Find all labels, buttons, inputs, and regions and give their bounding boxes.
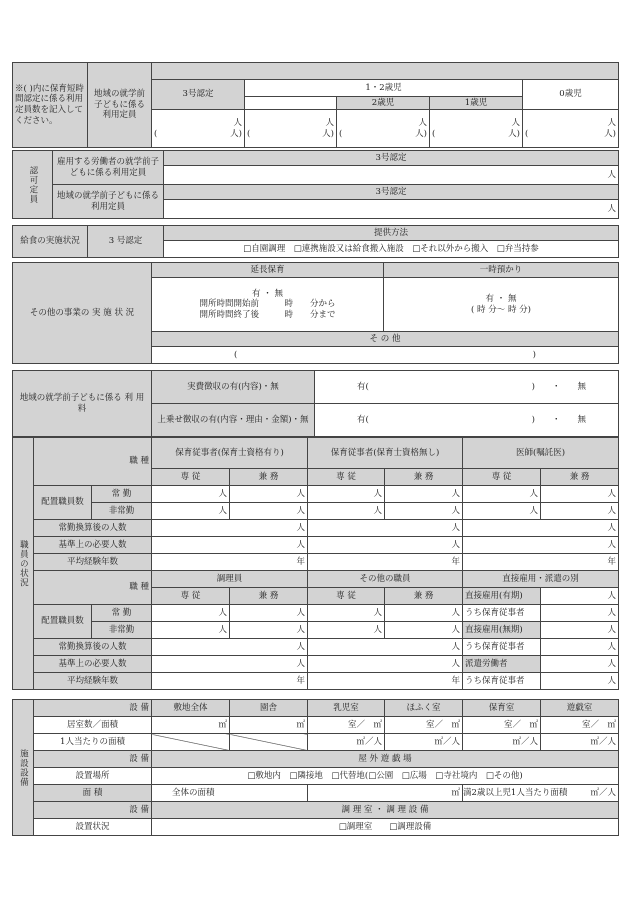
staff-cell[interactable]: 人 [541, 503, 619, 520]
fac-total-value[interactable]: ㎡ [308, 785, 463, 802]
staff-muki: 直接雇用(無期) [463, 622, 541, 639]
staff-uchi: うち保育従事者 [463, 605, 541, 622]
staff-cell[interactable]: 人 [541, 486, 619, 503]
fac-col-site: 敷地全体 [152, 700, 230, 717]
capacity-label: 地域の就学前子どもに係る利用定員 [88, 63, 152, 148]
fac-cell[interactable]: ㎡ [152, 717, 230, 734]
staff-cell[interactable]: 人 [385, 486, 463, 503]
staff-cell[interactable]: 年 [152, 673, 308, 690]
staff-kanzan-2: 常勤換算後の人数 [34, 639, 152, 656]
fac-col-infant: 乳児室 [308, 700, 385, 717]
staff-cell[interactable]: 人 [463, 520, 619, 537]
staff-yuki: 直接雇用(有期) [463, 588, 541, 605]
fac-play-header: 屋 外 遊 戯 場 [152, 751, 619, 768]
facility-label: 施設設備 [13, 700, 34, 836]
staff-cell[interactable]: 人 [230, 622, 308, 639]
fac-diag [152, 734, 230, 751]
staff-keiken-2: 平均経験年数 [34, 673, 152, 690]
staff-jokin-2: 常 勤 [92, 605, 152, 622]
staff-hijokin: 非常勤 [92, 503, 152, 520]
meal-options[interactable]: □自園調理 □連携施設又は給食搬入施設 □それ以外から搬入 □弁当持参 [164, 241, 619, 258]
fac-cell[interactable]: ㎡／人 [541, 734, 619, 751]
staff-senju: 専 従 [152, 469, 230, 486]
staff-cell[interactable]: 人 [308, 503, 385, 520]
fee-table [12, 370, 619, 437]
fee-row1-label: 実費徴収の有(内容)・無 [152, 371, 315, 404]
emp-row2-value[interactable]: 人 [164, 200, 619, 219]
emp-row1-3go: 3号認定 [164, 151, 619, 166]
staff-cell[interactable]: 人 [463, 503, 541, 520]
emp-row2-label: 地域の就学前子どもに係る利用定員 [53, 185, 164, 219]
meal-label: 給食の実施状況 [13, 226, 88, 258]
staff-cell[interactable]: 年 [308, 673, 463, 690]
staff-kenmu: 兼 務 [230, 469, 308, 486]
other-table [12, 262, 619, 364]
staff-cell[interactable]: 人 [230, 605, 308, 622]
meal-method: 提供方法 [164, 226, 619, 241]
staff-jokin: 常 勤 [92, 486, 152, 503]
staff-kijun-2: 基準上の必要人数 [34, 656, 152, 673]
staff-cell[interactable]: 人 [541, 656, 619, 673]
cap-2sai: 2歳児 [337, 97, 430, 110]
emp-row1-label: 雇用する労働者の就学前子どもに係る利用定員 [53, 151, 164, 185]
fac-per2-label: 満2歳以上児1人当たり面積 ㎡／人 [463, 785, 619, 802]
cap-3go-value[interactable]: 人 ( 人) [152, 110, 245, 148]
staff-chokusetsu: 直接雇用・派遣の別 [463, 571, 619, 588]
fac-setsubi-3: 設 備 [34, 802, 152, 819]
staff-haichi-2: 配置職員数 [34, 605, 92, 639]
staff-cell[interactable]: 人 [541, 639, 619, 656]
fac-setsubi-2: 設 備 [34, 751, 152, 768]
capacity-note: ※( )内に保育短時間認定に係る利用定員数を記入してください。 [13, 63, 88, 148]
fac-area: 居室数／面積 [34, 717, 152, 734]
staff-cell[interactable]: 人 [463, 537, 619, 554]
ext-care-cell[interactable]: 有 ・ 無 開所時間開始前 時 分から 開所時間終了後 時 分まで [152, 278, 384, 332]
staff-haken: 派遣労働者 [463, 656, 541, 673]
staff-label: 職員の状況 [13, 438, 34, 690]
fac-col-crawl: ほふく室 [385, 700, 463, 717]
cap-0sai: 0歳児 [523, 80, 619, 110]
fac-total: 全体の面積 [152, 785, 308, 802]
ext-care-header: 延長保育 [152, 263, 384, 278]
staff-cell[interactable]: 人 [308, 622, 385, 639]
staff-kenmu: 兼 務 [230, 588, 308, 605]
staff-hoiku1: 保育従事者(保育士資格有り) [152, 438, 308, 469]
emp-row2-3go: 3号認定 [164, 185, 619, 200]
temp-care-cell[interactable]: 有 ・ 無 ( 時 分〜 時 分) [384, 278, 619, 332]
fac-per: 1人当たりの面積 [34, 734, 152, 751]
staff-cell[interactable]: 人 [230, 503, 308, 520]
staff-cell[interactable]: 人 [152, 486, 230, 503]
staff-cell[interactable]: 年 [463, 554, 619, 571]
staff-cell[interactable]: 人 [385, 503, 463, 520]
capacity-table [12, 62, 619, 148]
staff-cell[interactable]: 人 [308, 639, 463, 656]
staff-kijun: 基準上の必要人数 [34, 537, 152, 554]
fac-cell[interactable]: ㎡ [230, 717, 308, 734]
cap-0-value[interactable]: 人 ( 人) [523, 110, 619, 148]
staff-cell[interactable]: 人 [152, 520, 308, 537]
fac-cook-header: 調 理 室 ・ 調 理 設 備 [152, 802, 619, 819]
cap-1-value[interactable]: 人 ( 人) [430, 110, 523, 148]
staff-hoiku2: 保育従事者(保育士資格無し) [308, 438, 463, 469]
staff-shokushu-2: 職 種 [34, 571, 152, 605]
facility-table [12, 699, 619, 836]
staff-cell[interactable]: 人 [152, 605, 230, 622]
staff-kenmu: 兼 務 [385, 588, 463, 605]
fac-cell[interactable]: 室／ ㎡ [541, 717, 619, 734]
fac-col-play: 遊戯室 [541, 700, 619, 717]
staff-kanzan: 常勤換算後の人数 [34, 520, 152, 537]
staff-kenmu: 兼 務 [385, 469, 463, 486]
staff-cell[interactable]: 人 [152, 656, 308, 673]
staff-sonota: その他の職員 [308, 571, 463, 588]
staff-cell[interactable]: 人 [541, 673, 619, 690]
fac-menseki: 面 積 [34, 785, 152, 802]
cap-12sai: 1・2歳児 [245, 80, 523, 97]
staff-cell[interactable]: 人 [308, 537, 463, 554]
cap-12-value[interactable]: 人 ( 人) [245, 110, 337, 148]
other-etc-cell[interactable]: ( ) [152, 347, 619, 364]
staff-uchi: うち保育従事者 [463, 639, 541, 656]
fac-cell[interactable]: ㎡／人 [308, 734, 385, 751]
cap-3go: 3号認定 [152, 80, 245, 110]
fac-col-building: 園舎 [230, 700, 308, 717]
staff-cell[interactable]: 人 [308, 520, 463, 537]
fac-col-nursery: 保育室 [463, 700, 541, 717]
staff-cell[interactable]: 人 [308, 486, 385, 503]
staff-cell[interactable]: 人 [152, 537, 308, 554]
staff-cell[interactable]: 人 [385, 622, 463, 639]
ninka-label: 認可定員 [13, 151, 53, 219]
staff-cell[interactable]: 人 [463, 486, 541, 503]
staff-keiken: 平均経験年数 [34, 554, 152, 571]
fac-cell[interactable]: ㎡／人 [385, 734, 463, 751]
employer-capacity-table [12, 150, 619, 219]
fac-cell[interactable]: ㎡／人 [463, 734, 541, 751]
meal-table [12, 225, 619, 258]
meal-3go: 3 号認定 [88, 226, 164, 258]
staff-shokushu: 職 種 [34, 438, 152, 486]
fac-cell[interactable]: 室／ ㎡ [463, 717, 541, 734]
fac-cell[interactable]: 室／ ㎡ [385, 717, 463, 734]
staff-hijokin-2: 非常勤 [92, 622, 152, 639]
staff-cell[interactable]: 年 [308, 554, 463, 571]
fac-cell[interactable]: 室／ ㎡ [308, 717, 385, 734]
fac-place-options[interactable]: □敷地内 □隣接地 □代替地(□公園 □広場 □寺社境内 □その他) [152, 768, 619, 785]
staff-cell[interactable]: 人 [308, 605, 385, 622]
staff-cell[interactable]: 人 [230, 486, 308, 503]
staff-senju: 専 従 [463, 469, 541, 486]
other-label: その他の事業の 実 施 状 況 [13, 263, 152, 364]
staff-cell[interactable]: 人 [541, 605, 619, 622]
staff-chori: 調理員 [152, 571, 308, 588]
staff-cell[interactable]: 人 [152, 503, 230, 520]
staff-cell[interactable]: 年 [152, 554, 308, 571]
temp-care-header: 一時預かり [384, 263, 619, 278]
staff-table [12, 437, 619, 690]
cap-1sai: 1歳児 [430, 97, 523, 110]
staff-cell[interactable]: 人 [541, 622, 619, 639]
fac-diag [230, 734, 308, 751]
staff-cell[interactable]: 人 [541, 588, 619, 605]
staff-uchi: うち保育従事者 [463, 673, 541, 690]
fee-row2-label: 上乗せ徴収の有(内容・理由・金額)・無 [152, 404, 315, 437]
fac-per2-unit[interactable]: ㎡／人 [590, 787, 616, 798]
staff-cell[interactable]: 人 [385, 605, 463, 622]
staff-kenmu: 兼 務 [541, 469, 619, 486]
fee-label: 地域の就学前子どもに係る 利 用 料 [13, 371, 152, 437]
staff-doctor: 医師(嘱託医) [463, 438, 619, 469]
staff-haichi: 配置職員数 [34, 486, 92, 520]
cap-2-value[interactable]: 人 ( 人) [337, 110, 430, 148]
fee-row2-value[interactable]: 有( ) ・ 無 [315, 404, 619, 437]
emp-row1-value[interactable]: 人 [164, 166, 619, 185]
other-etc-header: そ の 他 [152, 332, 619, 347]
staff-senju: 専 従 [152, 588, 230, 605]
staff-cell[interactable]: 人 [152, 639, 308, 656]
staff-cell[interactable]: 人 [152, 622, 230, 639]
fac-place: 設置場所 [34, 768, 152, 785]
fac-setsubi: 設 備 [34, 700, 152, 717]
staff-senju: 専 従 [308, 588, 385, 605]
staff-senju: 専 従 [308, 469, 385, 486]
fee-row1-value[interactable]: 有( ) ・ 無 [315, 371, 619, 404]
staff-cell[interactable]: 人 [308, 656, 463, 673]
fac-status: 設置状況 [34, 819, 152, 836]
fac-cook-options[interactable]: □調理室 □調理設備 [152, 819, 619, 836]
